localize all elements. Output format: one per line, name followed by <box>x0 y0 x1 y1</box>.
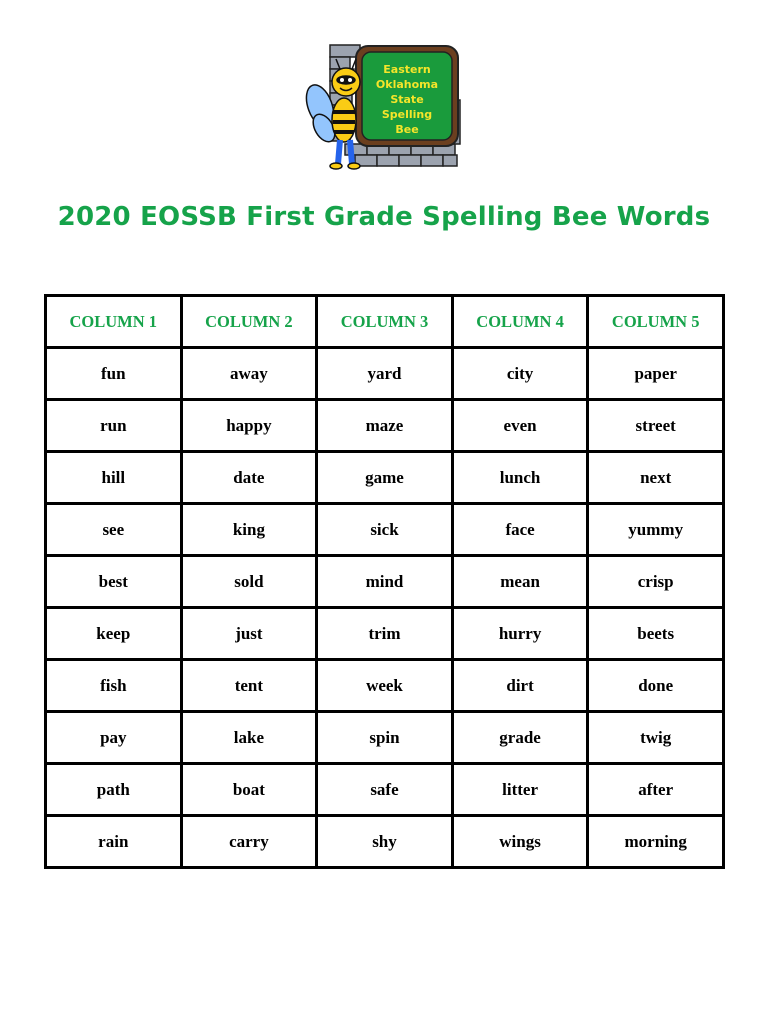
word-cell: fun <box>46 348 182 400</box>
word-cell: grade <box>452 712 588 764</box>
sign-line-2: Oklahoma <box>375 78 439 91</box>
word-cell: sick <box>317 504 453 556</box>
sign-line-4: Spelling <box>381 108 433 121</box>
word-cell: wings <box>452 816 588 868</box>
word-cell: see <box>46 504 182 556</box>
word-cell: date <box>181 452 317 504</box>
word-cell: crisp <box>588 556 724 608</box>
table-row <box>46 764 724 816</box>
word-cell: carry <box>181 816 317 868</box>
word-cell: away <box>181 348 317 400</box>
word-cell: pay <box>46 712 182 764</box>
word-cell: dirt <box>452 660 588 712</box>
word-cell: next <box>588 452 724 504</box>
table-row <box>46 504 724 556</box>
word-cell: beets <box>588 608 724 660</box>
word-cell: after <box>588 764 724 816</box>
bee-sign-illustration <box>300 40 470 180</box>
word-cell: morning <box>588 816 724 868</box>
word-cell: done <box>588 660 724 712</box>
table-row <box>46 660 724 712</box>
word-cell: shy <box>317 816 453 868</box>
word-cell: safe <box>317 764 453 816</box>
word-cell: twig <box>588 712 724 764</box>
word-cell: even <box>452 400 588 452</box>
word-cell: boat <box>181 764 317 816</box>
word-cell: trim <box>317 608 453 660</box>
column-header: COLUMN 1 <box>46 296 182 348</box>
word-cell: best <box>46 556 182 608</box>
sign-line-1: Eastern <box>383 63 431 76</box>
word-cell: lake <box>181 712 317 764</box>
word-cell: litter <box>452 764 588 816</box>
word-cell: hill <box>46 452 182 504</box>
word-cell: hurry <box>452 608 588 660</box>
table-row <box>46 348 724 400</box>
word-cell: tent <box>181 660 317 712</box>
sign-line-5: Bee <box>395 123 419 136</box>
word-cell: maze <box>317 400 453 452</box>
word-cell: city <box>452 348 588 400</box>
word-cell: paper <box>588 348 724 400</box>
page-title: 2020 EOSSB First Grade Spelling Bee Words <box>57 202 711 232</box>
word-cell: lunch <box>452 452 588 504</box>
column-header: COLUMN 3 <box>317 296 453 348</box>
word-cell: mind <box>317 556 453 608</box>
word-cell: run <box>46 400 182 452</box>
column-header: COLUMN 5 <box>588 296 724 348</box>
eossb-logo <box>300 40 470 180</box>
table-row <box>46 608 724 660</box>
table-row <box>46 452 724 504</box>
table-row <box>46 400 724 452</box>
word-cell: face <box>452 504 588 556</box>
table-row <box>46 816 724 868</box>
word-cell: happy <box>181 400 317 452</box>
word-cell: yummy <box>588 504 724 556</box>
sign-line-3: State <box>390 93 424 106</box>
word-cell: game <box>317 452 453 504</box>
column-header: COLUMN 4 <box>452 296 588 348</box>
word-cell: just <box>181 608 317 660</box>
word-cell: keep <box>46 608 182 660</box>
word-cell: rain <box>46 816 182 868</box>
word-cell: fish <box>46 660 182 712</box>
word-cell: week <box>317 660 453 712</box>
word-cell: mean <box>452 556 588 608</box>
table-row <box>46 712 724 764</box>
column-header: COLUMN 2 <box>181 296 317 348</box>
word-cell: spin <box>317 712 453 764</box>
word-cell: path <box>46 764 182 816</box>
word-cell: yard <box>317 348 453 400</box>
word-cell: sold <box>181 556 317 608</box>
table-body <box>46 348 724 868</box>
table-header-row <box>46 296 724 348</box>
table-row <box>46 556 724 608</box>
spelling-words-table <box>44 294 725 869</box>
word-cell: king <box>181 504 317 556</box>
word-cell: street <box>588 400 724 452</box>
